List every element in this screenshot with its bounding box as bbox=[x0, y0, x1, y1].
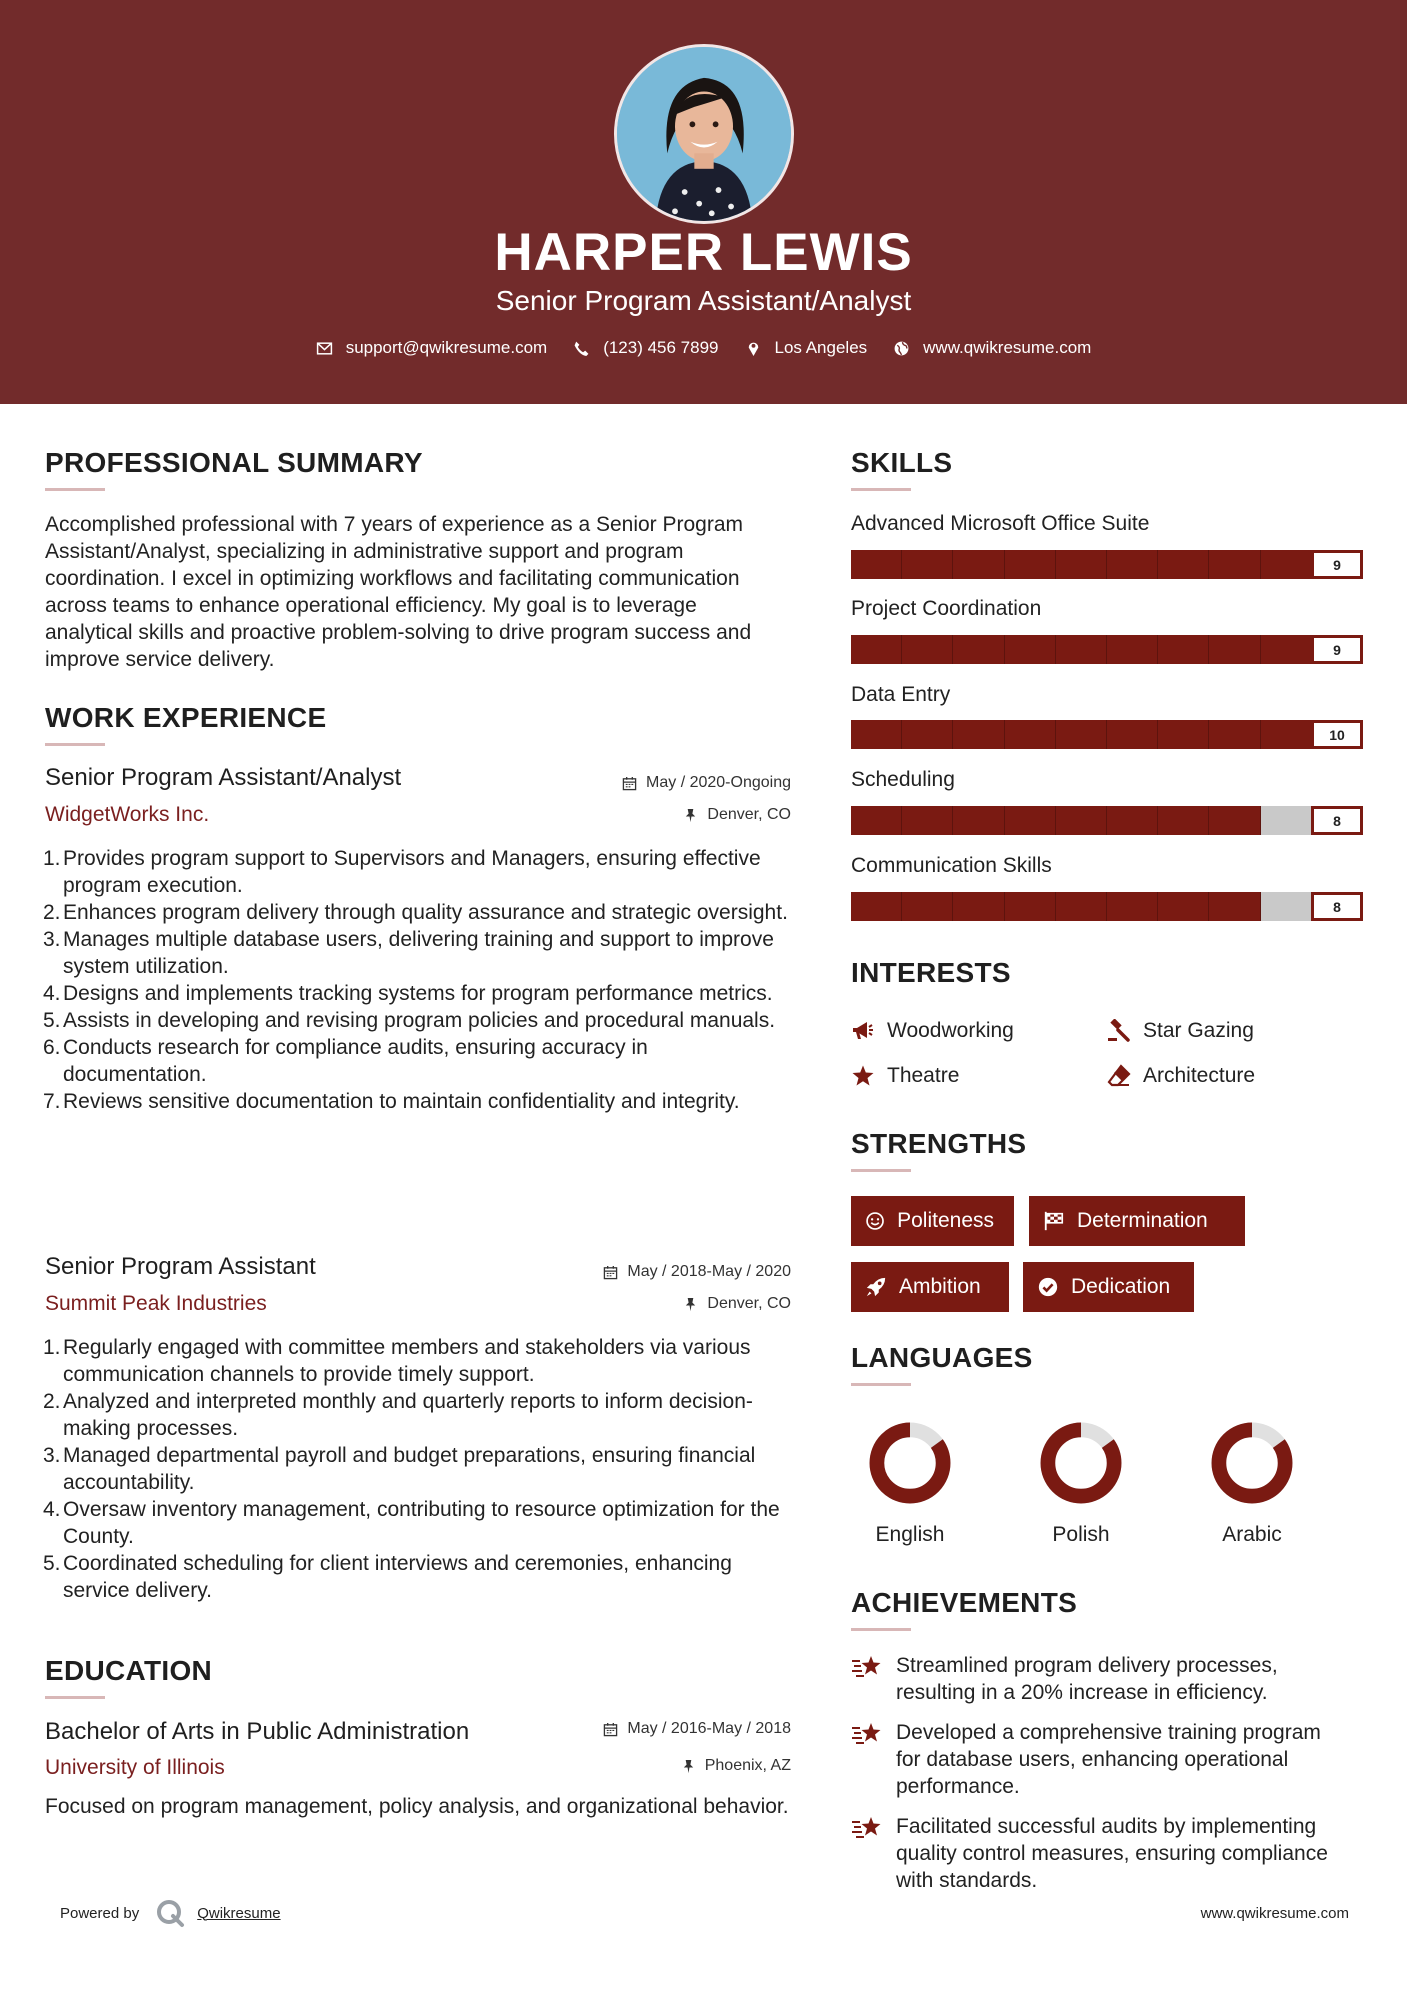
education-location: Phoenix, AZ bbox=[681, 1757, 791, 1775]
languages-underline bbox=[851, 1383, 911, 1386]
contact-bar bbox=[0, 338, 1407, 358]
language-polish bbox=[1021, 1417, 1141, 1547]
language-name: Polish bbox=[1052, 1523, 1110, 1546]
achievement-item: Facilitated successful audits by implementing quality control measures, ensuring compliance with standards. bbox=[851, 1813, 1351, 1894]
skill-bar-segment bbox=[953, 806, 1004, 835]
education-dates: May / 2016-May / 2018 bbox=[603, 1720, 791, 1738]
pushpin-icon bbox=[683, 808, 698, 823]
email-text: support@qwikresume.com bbox=[345, 338, 548, 357]
skill-bar-segment bbox=[1056, 550, 1107, 579]
skill-bar-segment bbox=[1209, 806, 1260, 835]
experience-heading: WORK EXPERIENCE bbox=[45, 702, 327, 733]
education-underline bbox=[45, 1696, 105, 1699]
skill-bar-segment bbox=[902, 550, 953, 579]
skill-bar-segment bbox=[1158, 892, 1209, 921]
pushpin-icon bbox=[683, 1297, 698, 1312]
contact-email[interactable] bbox=[316, 338, 548, 358]
skill-bar-segment bbox=[1158, 806, 1209, 835]
smile-icon bbox=[865, 1210, 885, 1232]
skill-name: Project Coordination bbox=[851, 597, 1042, 620]
list-item: 2. Enhances program delivery through quality assurance and strategic oversight. bbox=[43, 901, 788, 924]
list-item: 4. Designs and implements tracking systems for program performance metrics. bbox=[43, 982, 773, 1005]
skill-level-badge: 8 bbox=[1311, 806, 1363, 835]
gavel-icon bbox=[1107, 1019, 1131, 1043]
strength-badge-ambition: Ambition bbox=[851, 1262, 1009, 1312]
achievement-item: Streamlined program delivery processes, resulting in a 20% increase in efficiency. bbox=[851, 1652, 1351, 1706]
skill-name: Communication Skills bbox=[851, 854, 1052, 877]
skill-bar-segment bbox=[1158, 550, 1209, 579]
skill-bar-segment bbox=[851, 806, 902, 835]
list-item: 6. Conducts research for compliance audits, ensuring accuracy in documentation. bbox=[43, 1036, 648, 1086]
skill-bar-segment bbox=[902, 635, 953, 664]
footer-url[interactable]: www.qwikresume.com bbox=[1200, 1905, 1349, 1922]
profile-photo bbox=[614, 44, 794, 224]
summary-text: Accomplished professional with 7 years of experience as a Senior Program Assistant/Analyst, specializing in administrative support and program coordination. I excel in optimizing workflows and facilitating communication across teams to enhance operational efficiency. My goal is to leverage analytical skills and proactive problem-solving to drive program success and improve service delivery. bbox=[45, 513, 752, 671]
job-location: Denver, CO bbox=[683, 806, 791, 824]
company-name: WidgetWorks Inc. bbox=[45, 803, 210, 826]
calendar-icon bbox=[603, 1265, 618, 1280]
achievements-underline bbox=[851, 1628, 911, 1631]
skill-bar-segment bbox=[1158, 720, 1209, 749]
list-item: 5. Coordinated scheduling for client interviews and ceremonies, enhancing service delivery. bbox=[43, 1552, 732, 1602]
phone-text: (123) 456 7899 bbox=[603, 338, 719, 357]
skill-bar-segment bbox=[902, 720, 953, 749]
job-bullets bbox=[45, 1334, 795, 1604]
skill-bar-segment bbox=[1005, 635, 1056, 664]
skill-bar-segment bbox=[953, 892, 1004, 921]
list-item: 7. Reviews sensitive documentation to maintain confidentiality and integrity. bbox=[43, 1090, 740, 1113]
skill-bar-segment bbox=[1107, 635, 1158, 664]
achievements-heading: ACHIEVEMENTS bbox=[851, 1587, 1078, 1618]
skill-level-badge: 10 bbox=[1311, 720, 1363, 749]
school-name: University of Illinois bbox=[45, 1756, 225, 1779]
skill-bar-segment bbox=[1056, 806, 1107, 835]
skill-bar-segment bbox=[953, 720, 1004, 749]
education-heading: EDUCATION bbox=[45, 1655, 213, 1686]
skill-bar-segment bbox=[1107, 892, 1158, 921]
skills-underline bbox=[851, 488, 911, 491]
skill-bar-segment bbox=[851, 892, 902, 921]
job-dates: May / 2018-May / 2020 bbox=[603, 1263, 791, 1281]
skill-bar-segment bbox=[1005, 892, 1056, 921]
interest-theatre: Theatre bbox=[851, 1064, 959, 1088]
proficiency-donut bbox=[1035, 1417, 1127, 1509]
achievement-item: Developed a comprehensive training program for database users, enhancing operational performance. bbox=[851, 1719, 1351, 1800]
shooting-star-icon bbox=[851, 1720, 883, 1748]
skill-bar-segment bbox=[1005, 720, 1056, 749]
skill-level-badge: 9 bbox=[1311, 635, 1363, 664]
skill-name: Advanced Microsoft Office Suite bbox=[851, 512, 1150, 535]
language-english bbox=[850, 1417, 970, 1547]
skill-bar bbox=[851, 892, 1363, 921]
skill-bar bbox=[851, 720, 1363, 749]
job-location: Denver, CO bbox=[683, 1295, 791, 1313]
checkered-flag-icon bbox=[1043, 1210, 1065, 1232]
skill-name: Scheduling bbox=[851, 768, 955, 791]
skill-bar-segment bbox=[1107, 550, 1158, 579]
skill-bar-segment bbox=[851, 720, 902, 749]
languages-heading: LANGUAGES bbox=[851, 1342, 1033, 1373]
check-circle-icon bbox=[1037, 1276, 1059, 1298]
skills-heading: SKILLS bbox=[851, 447, 953, 478]
list-item: 1. Regularly engaged with committee members and stakeholders via various communication channels to provide timely support. bbox=[43, 1336, 751, 1386]
envelope-icon bbox=[316, 340, 333, 357]
interest-architecture: Architecture bbox=[1107, 1064, 1255, 1088]
education-description: Focused on program management, policy analysis, and organizational behavior. bbox=[45, 1795, 789, 1818]
skill-bar-segment bbox=[1209, 892, 1260, 921]
summary-underline bbox=[45, 488, 105, 491]
skill-bar-segment bbox=[851, 635, 902, 664]
job-title: Senior Program Assistant bbox=[45, 1253, 316, 1280]
list-item: 5. Assists in developing and revising program policies and procedural manuals. bbox=[43, 1009, 776, 1032]
megaphone-icon bbox=[851, 1019, 875, 1043]
skill-bar-segment bbox=[1209, 635, 1260, 664]
candidate-name: HARPER LEWIS bbox=[494, 223, 913, 282]
skill-bar-segment bbox=[1005, 806, 1056, 835]
summary-heading: PROFESSIONAL SUMMARY bbox=[45, 447, 423, 478]
skill-bar-segment bbox=[1261, 720, 1312, 749]
list-item: 2. Analyzed and interpreted monthly and quarterly reports to inform decision-making processes. bbox=[43, 1390, 753, 1440]
skill-bar-segment bbox=[902, 892, 953, 921]
interest-star-gazing: Star Gazing bbox=[1107, 1019, 1254, 1043]
skill-bar-segment bbox=[1005, 550, 1056, 579]
skill-bar-segment bbox=[1056, 892, 1107, 921]
strengths-underline bbox=[851, 1169, 911, 1172]
strength-badge-determination: Determination bbox=[1029, 1196, 1245, 1246]
contact-phone[interactable] bbox=[573, 338, 718, 358]
skill-bar bbox=[851, 806, 1363, 835]
strength-badge-politeness: Politeness bbox=[851, 1196, 1014, 1246]
qwikresume-logo-icon bbox=[155, 1898, 185, 1928]
globe-icon bbox=[893, 340, 910, 357]
proficiency-donut bbox=[864, 1417, 956, 1509]
interests-heading: INTERESTS bbox=[851, 957, 1011, 988]
strengths-heading: STRENGTHS bbox=[851, 1128, 1027, 1159]
resume-header bbox=[0, 0, 1407, 404]
list-item: 1. Provides program support to Supervisors and Managers, ensuring effective program execution. bbox=[43, 847, 761, 897]
skill-bar-segment bbox=[1209, 720, 1260, 749]
shooting-star-icon bbox=[851, 1653, 883, 1681]
skill-bar-segment bbox=[1261, 550, 1312, 579]
skill-bar-segment bbox=[1056, 635, 1107, 664]
skill-bar-segment bbox=[1261, 635, 1312, 664]
list-item: 4. Oversaw inventory management, contributing to resource optimization for the County. bbox=[43, 1498, 780, 1548]
skill-bar-segment bbox=[953, 635, 1004, 664]
proficiency-donut bbox=[1206, 1417, 1298, 1509]
skill-bar-segment bbox=[902, 806, 953, 835]
skill-bar-segment bbox=[1056, 720, 1107, 749]
skill-level-badge: 8 bbox=[1311, 892, 1363, 921]
skill-bar-segment bbox=[953, 550, 1004, 579]
list-item: 3. Manages multiple database users, delivering training and support to improve system utilization. bbox=[43, 928, 774, 978]
skill-bar-segment bbox=[1158, 635, 1209, 664]
candidate-title: Senior Program Assistant/Analyst bbox=[495, 285, 912, 316]
company-name: Summit Peak Industries bbox=[45, 1292, 267, 1315]
skill-level-badge: 9 bbox=[1311, 550, 1363, 579]
skill-name: Data Entry bbox=[851, 683, 951, 706]
shooting-star-icon bbox=[851, 1814, 883, 1842]
degree-title: Bachelor of Arts in Public Administration bbox=[45, 1718, 470, 1745]
list-item: 3. Managed departmental payroll and budget preparations, ensuring financial accountability. bbox=[43, 1444, 756, 1494]
strength-badge-dedication: Dedication bbox=[1023, 1262, 1194, 1312]
powered-by: Powered by Qwikresume bbox=[60, 1898, 281, 1928]
pushpin-icon bbox=[681, 1759, 696, 1774]
rocket-icon bbox=[865, 1276, 887, 1298]
experience-underline bbox=[45, 743, 105, 746]
eraser-icon bbox=[1107, 1064, 1131, 1088]
job-dates: May / 2020-Ongoing bbox=[622, 774, 791, 792]
skill-bar bbox=[851, 635, 1363, 664]
skill-bar-segment bbox=[1209, 550, 1260, 579]
star-icon bbox=[851, 1064, 875, 1088]
calendar-icon bbox=[622, 776, 637, 791]
skill-bar-segment bbox=[1107, 806, 1158, 835]
calendar-icon bbox=[603, 1722, 618, 1737]
qwikresume-link[interactable]: Qwikresume bbox=[197, 1904, 281, 1922]
map-pin-icon bbox=[745, 340, 762, 357]
language-arabic bbox=[1192, 1417, 1312, 1547]
contact-location bbox=[745, 338, 868, 358]
location-text: Los Angeles bbox=[774, 338, 868, 357]
website-text: www.qwikresume.com bbox=[923, 338, 1092, 357]
job-title: Senior Program Assistant/Analyst bbox=[45, 764, 402, 791]
phone-icon bbox=[573, 340, 590, 357]
interest-woodworking: Woodworking bbox=[851, 1019, 1014, 1043]
contact-website[interactable] bbox=[893, 338, 1091, 358]
skill-bar-segment bbox=[851, 550, 902, 579]
skill-bar-segment bbox=[1107, 720, 1158, 749]
job-bullets bbox=[45, 845, 795, 1115]
skill-bar bbox=[851, 550, 1363, 579]
language-name: English bbox=[875, 1523, 945, 1546]
language-name: Arabic bbox=[1222, 1523, 1282, 1546]
